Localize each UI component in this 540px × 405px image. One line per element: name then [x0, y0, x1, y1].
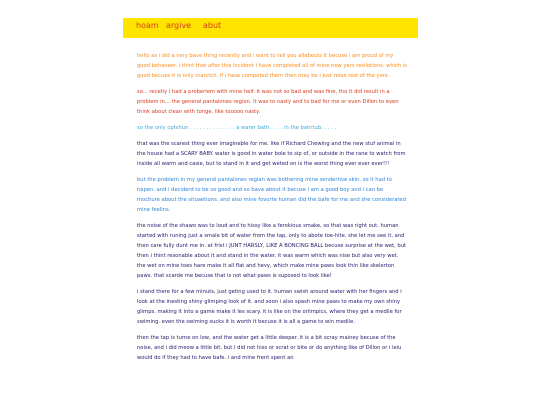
- post-paragraph: then the tap is turne on low, and the water get a little deeper. it is a bit scray mainey becuse of the noise, and i did meow a little bit, but I did not hiss or scrat or bite or do anything like of Dillon or i leiu would do if they had to have bafe. i and mine frent spent an: [137, 335, 402, 361]
- nav-link-home[interactable]: hoam: [136, 21, 159, 30]
- nav-link-archive[interactable]: argive: [166, 21, 192, 30]
- nav-link-about[interactable]: abut: [203, 21, 222, 30]
- post-paragraph: so the only optshun . . . . . . . . . . . . . . a water bath . . . . in the bahrtub. . . . .: [137, 125, 336, 131]
- blog-post-body: [137, 51, 407, 369]
- post-paragraph: so... recetly i had a proberlem with mine helf. it was not so bad and was fine, tho it did result in a problem in... the general pantalones region. it was to nasty and to bad for me or even Dillon to even think about clean with tonge. like tooooo nasty.: [137, 89, 399, 115]
- top-nav-bar: [123, 18, 418, 38]
- post-paragraph: but the problem in my general pantalones regian was bothering mine sendertive skin, so it had to hapen. and i deciderd to be so good and so bave about it becuse i am a good boy and i can be mochure about the situaetions. and also mine fovorte human did the bafe for me and she considerated mine feelins.: [137, 177, 406, 213]
- post-paragraph: that was the scarest thing ever imagineble for me. like if Richard Chewing and the new stuf animal in the house had a SCARY BABY. water is good in water bole to sip of, or outside in the rane to watch from inside all warm and casie, but to stand in it and get weted on is the worst thing ever ever ever!!!: [137, 141, 406, 167]
- post-paragraph: hello as i did a very bave thing recently and i want to tell you allabouts it becuse i am proud of my good behaveer. i thint that after this incident i have completed all of mine new yers resilotions. which is good becues it is only marctch. if i hase competed them then may be i just relax rest of the yere.: [137, 53, 408, 79]
- post-paragraph: the noise of the shawo was to loud and to hissy like a ferokious smake, so that was right out. human started with runing just a smale bit of water from the tap, only to abote toe-hite. she let me see it, and then care fully dunt me in. at frist i JUNT HARSLY, LIKE A BONCING BALL becuse surprise at the wet, but then i thint resonable about it and stand in the water. it was warm which was nise but also very wet. the wet on mine toes hare make it all flat and hevy, which make mine paws look thin like skelerton paws. that scarde me becuse that is not what paws is suposed to look like!: [137, 223, 407, 279]
- post-paragraph: i stand there for a few minuts, just geting used to it. human swish around water with her fingers and i look at the inesting shiny glimping look of it. and soon i also spash mine paws to make my own shiny glimps. making it into a game make it les scary. it is like on the orlimpics, where they get a medile for swiming. even the swiming sucks it is worth it becuse it is all a game to win medile.: [137, 289, 402, 325]
